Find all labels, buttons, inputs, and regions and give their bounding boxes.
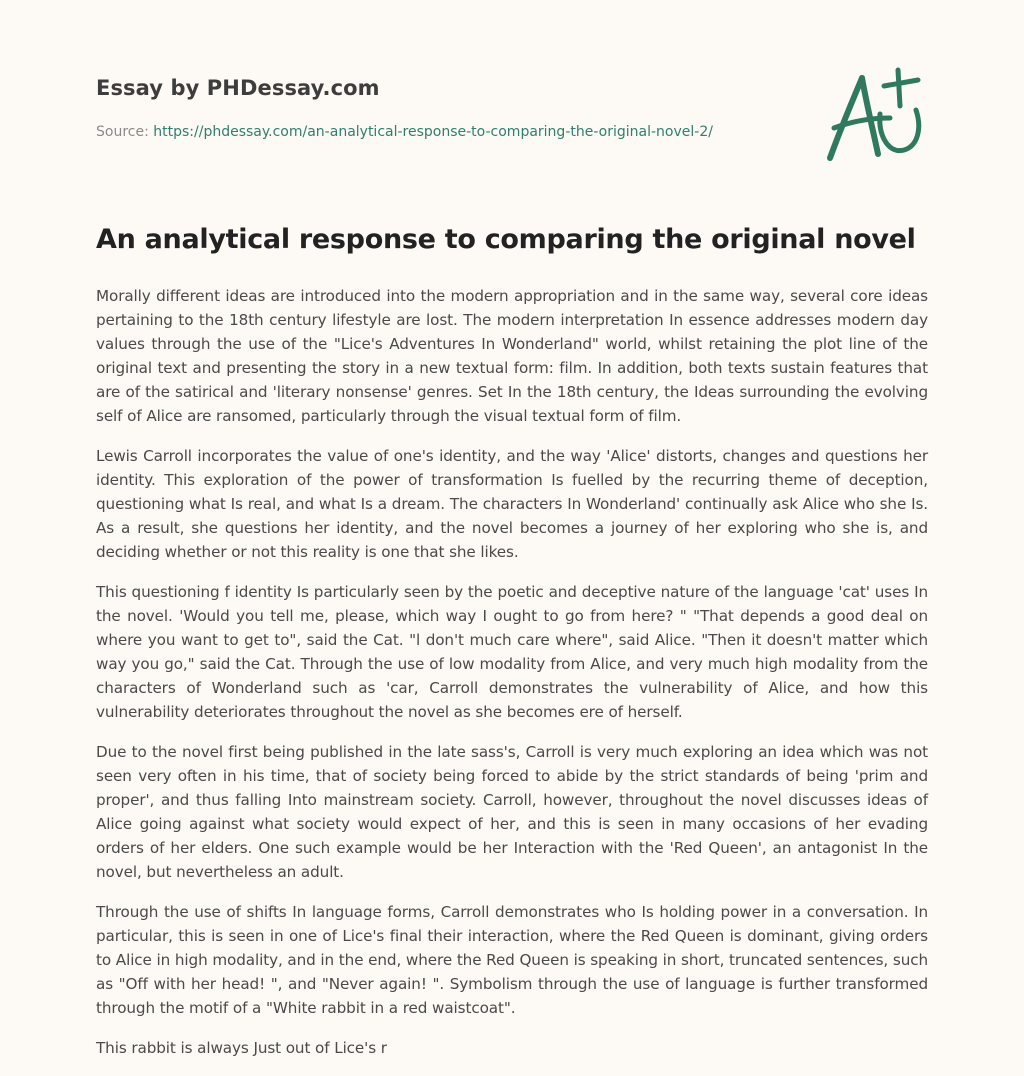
- header: [96, 76, 796, 140]
- essay-title: An analytical response to comparing the original novel: [96, 224, 916, 255]
- site-brand: Essay by PHDessay.com: [96, 76, 380, 100]
- source-label: Source:: [96, 124, 154, 140]
- paragraph: Lewis Carroll incorporates the value of one's identity, and the way 'Alice' distorts, changes and questions her identity. This exploration of the power of transformation Is fuelled by the recurring theme of deception, questioning what Is real, and what Is a dream. The characters In Wonderland' continually ask Alice who she Is. As a result, she questions her identity, and the novel becomes a journey of her exploring who she is, and deciding whether or not this reality is one that she likes.: [96, 447, 928, 561]
- source-link[interactable]: https://phdessay.com/an-analytical-response-to-comparing-the-original-novel-2/: [153, 124, 713, 140]
- paragraph: This questioning f identity Is particularly seen by the poetic and deceptive nature of the language 'cat' uses In the novel. 'Would you tell me, please, which way I ought to go from here? " "That depends a good deal on where you want to get to", said the Cat. "l don't much care where", said Alice. "Then it doesn't matter which way you go," said the Cat. Through the use of low modality from Alice, and very much high modality from the characters of Wonderland such as 'car, Carroll demonstrates the vulnerability of Alice, and how this vulnerability deteriorates throughout the novel as she becomes ere of herself.: [96, 583, 928, 721]
- paragraph: Through the use of shifts In language forms, Carroll demonstrates who Is holding power in a conversation. In particular, this is seen in one of Lice's final their interaction, where the Red Queen is dominant, giving orders to Alice in high modality, and in the end, where the Red Queen is speaking in short, truncated sentences, such as "Off with her head! ", and "Never again! ". Symbolism through the use of language is further transformed through the motif of a "White rabbit in a red waistcoat".: [96, 903, 928, 1017]
- paragraph: Morally different ideas are introduced into the modern appropriation and in the same way, several core ideas pertaining to the 18th century lifestyle are lost. The modern interpretation In essence addresses modern day values through the use of the "Lice's Adventures In Wonderland" world, whilst retaining the plot line of the original text and presenting the story in a new textual form: film. In addition, both texts sustain features that are of the satirical and 'literary nonsense' genres. Set In the 18th century, the Ideas surrounding the evolving self of Alice are ransomed, particularly through the visual textual form of film.: [96, 287, 928, 425]
- a-plus-grade-icon: [820, 66, 930, 166]
- essay-body: [96, 284, 928, 1076]
- paragraph: Due to the novel first being published in the late sass's, Carroll is very much exploring an idea which was not seen very often in his time, that of society being forced to abide by the strict standards of being 'prim and proper', and thus falling Into mainstream society. Carroll, however, throughout the novel discusses ideas of Alice going against what society would expect of her, and this is seen in many occasions of her evading orders of her elders. One such example would be her Interaction with the 'Red Queen', an antagonist In the novel, but nevertheless an adult.: [96, 743, 928, 881]
- paragraph-truncated: This rabbit is always Just out of Lice's r: [96, 1039, 387, 1057]
- source-line: [96, 124, 796, 140]
